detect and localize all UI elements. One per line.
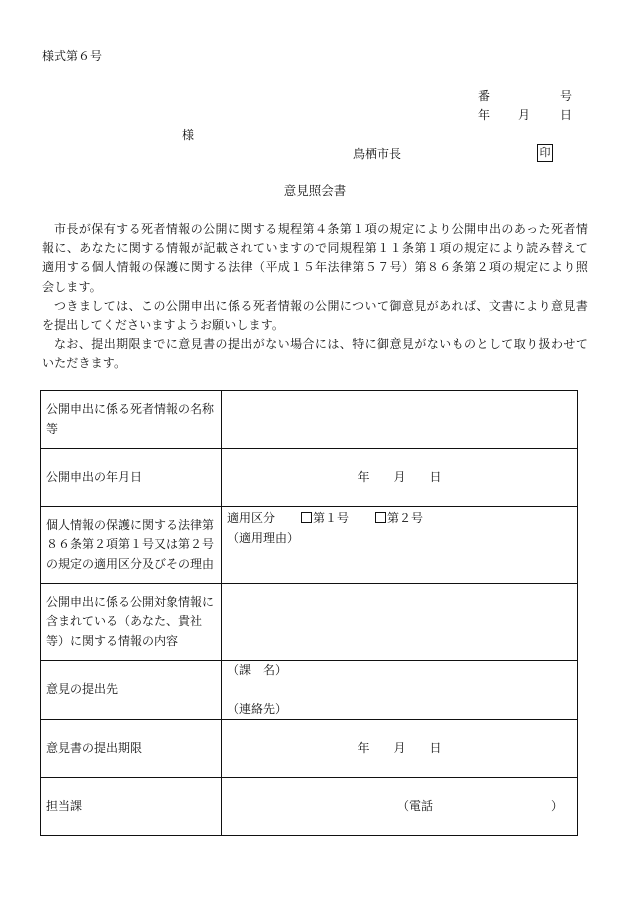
body-text	[42, 220, 588, 374]
day-label: 日	[560, 108, 573, 122]
category-options	[227, 509, 572, 529]
contact-label: （連絡先）	[227, 701, 288, 716]
option-1-label: 第１号	[313, 511, 350, 525]
value-deadline[interactable]: 年 月 日	[222, 720, 578, 778]
checkbox-option-2[interactable]	[375, 512, 386, 523]
seal-mark: 印	[537, 144, 553, 162]
value-info-name[interactable]	[222, 391, 578, 449]
table-row	[41, 778, 578, 836]
value-submission-destination	[222, 661, 578, 720]
sender-name: 鳥栖市長	[353, 147, 402, 161]
value-info-content[interactable]	[222, 584, 578, 661]
phone-label: （電話	[397, 799, 434, 813]
ban-label: 番	[478, 89, 491, 103]
category-label: 適用区分	[227, 511, 276, 525]
table-row	[41, 720, 578, 778]
document-title: 意見照会書	[283, 183, 347, 198]
body-paragraph-1: 市長が保有する死者情報の公開に関する規程第４条第１項の規定により公開申出のあった死者情報に、あなたに関する情報が記載されていますので同規程第１１条第１項の規定により読み替えて適用する個人情報の保護に関する法律（平成１５年法律第５７号）第８６条第２項の規定により照会します。	[42, 222, 588, 294]
table-row	[41, 391, 578, 449]
year-label: 年	[478, 108, 491, 122]
table-row	[41, 661, 578, 720]
label-deadline: 意見書の提出期限	[41, 720, 222, 778]
month-label: 月	[518, 108, 531, 122]
addressee-suffix: 様	[182, 128, 195, 142]
label-info-name: 公開申出に係る死者情報の名称等	[41, 391, 222, 449]
go-label: 号	[560, 89, 573, 103]
table-row	[41, 584, 578, 661]
label-department: 担当課	[41, 778, 222, 836]
reason-label: （適用理由）	[227, 530, 300, 545]
value-request-date[interactable]: 年 月 日	[222, 449, 578, 507]
body-paragraph-2: つきましては、この公開申出に係る死者情報の公開について御意見があれば、文書により意見書を提出してくださいますようお願いします。	[42, 298, 588, 333]
label-request-date: 公開申出の年月日	[41, 449, 222, 507]
checkbox-option-1[interactable]	[301, 512, 312, 523]
opinion-form-table	[40, 390, 578, 836]
value-application-category	[222, 507, 578, 584]
phone-close: ）	[550, 799, 563, 813]
table-row	[41, 449, 578, 507]
body-paragraph-3: なお、提出期限までに意見書の提出がない場合には、特に御意見がないものとして取り扱わせていただきます。	[42, 337, 588, 371]
section-name-label: （課 名）	[227, 663, 288, 677]
value-department[interactable]	[222, 778, 578, 836]
label-application-category: 個人情報の保護に関する法律第８６条第２項第１号又は第２号の規定の適用区分及びその理由	[41, 507, 222, 584]
option-2-label: 第２号	[387, 511, 424, 525]
table-row	[41, 507, 578, 584]
form-number: 様式第６号	[42, 49, 103, 63]
label-submission-destination: 意見の提出先	[41, 661, 222, 720]
label-info-content: 公開申出に係る公開対象情報に含まれている（あなた、貴社等）に関する情報の内容	[41, 584, 222, 661]
